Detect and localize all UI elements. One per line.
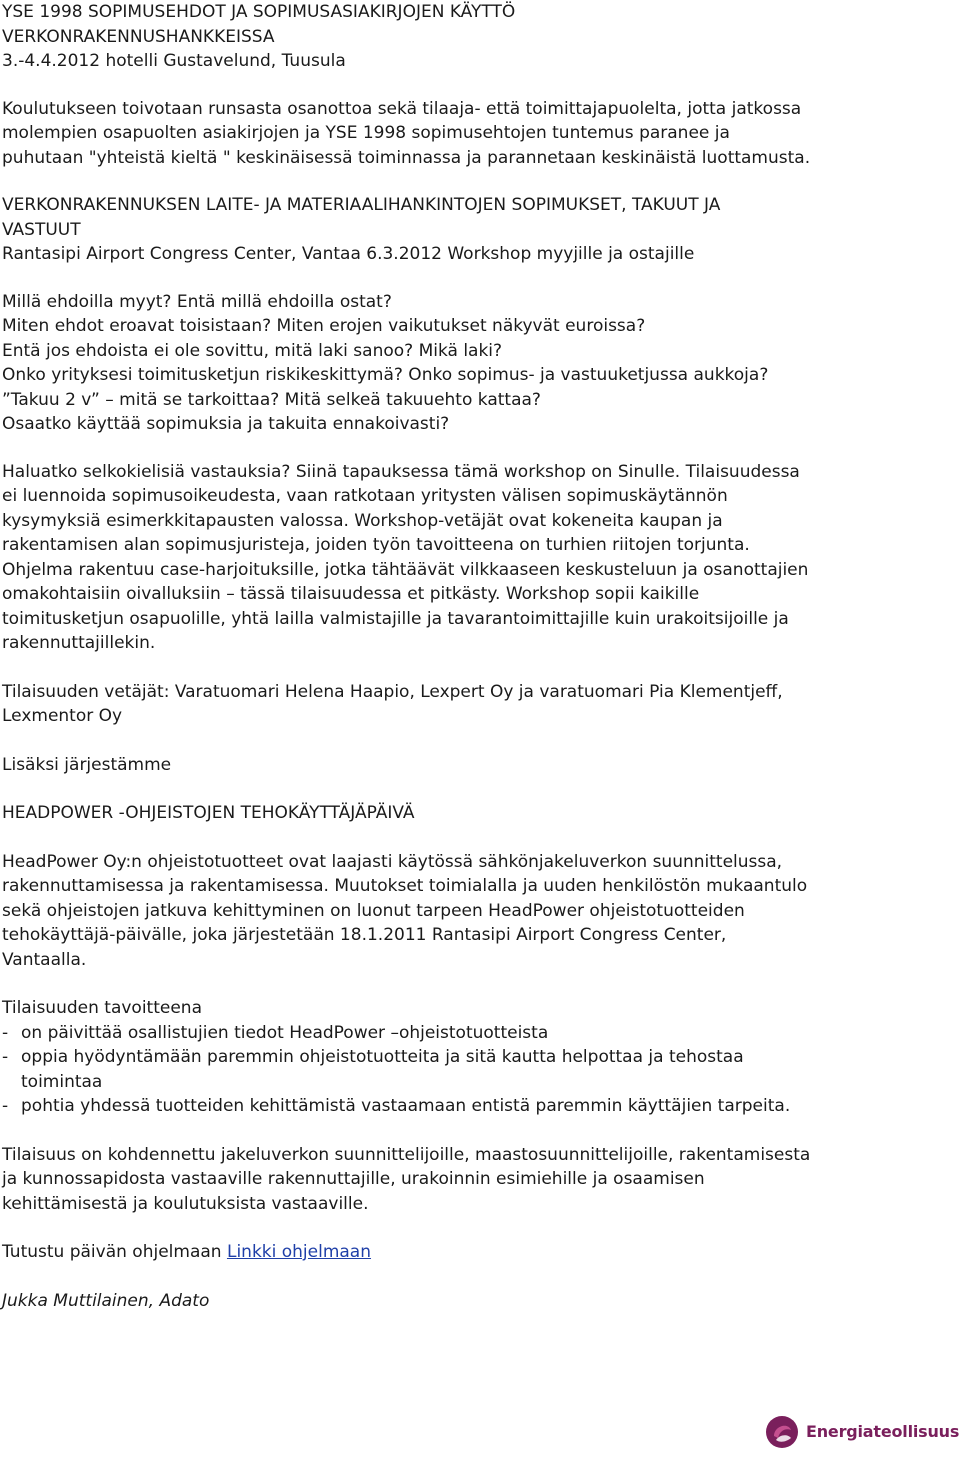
workshop-line: kysymyksiä esimerkkitapausten valossa. Workshop-vetäjät ovat kokeneita kaupan ja [2, 510, 723, 531]
question-line: Onko yrityksesi toimitusketjun riskikeskittymä? Onko sopimus- ja vastuuketjussa aukkoja? [2, 365, 769, 385]
audience-line: Tilaisuus on kohdennettu jakeluverkon suunnittelijoille, maastosuunnittelijoille, rakentamisesta [2, 1144, 811, 1165]
headpower-heading [2, 801, 958, 826]
headpower-line: HeadPower Oy:n ohjeistotuotteet ovat laajasti käytössä sähkönjakeluverkon suunnittelussa, [2, 851, 783, 872]
list-item: - on päivittää osallistujien tiedot HeadPower –ohjeistotuotteista [2, 1022, 549, 1043]
intro-line: Koulutukseen toivotaan runsasta osanottoa sekä tilaaja- että toimittajapuolelta, jotta jatkossa [2, 98, 802, 119]
questions-paragraph [2, 290, 958, 437]
program-line [2, 1240, 958, 1265]
workshop-paragraph [2, 460, 958, 656]
question-line: ”Takuu 2 v” – mitä se tarkoittaa? Mitä selkeä takuuehto kattaa? [2, 389, 541, 410]
workshop-line: toimitusketjun osapuolille, yhtä lailla valmistajille ja tavarantoimittajille kuin urakoitsijoille ja [2, 608, 789, 629]
energiateollisuus-logo-icon [764, 1414, 800, 1450]
goals-list [2, 996, 958, 1119]
section2-subtitle: Rantasipi Airport Congress Center, Vantaa 6.3.2012 Workshop myyjille ja ostajille [2, 244, 695, 264]
leaders-line: Tilaisuuden vetäjät: Varatuomari Helena Haapio, Lexpert Oy ja varatuomari Pia Klementjeff, [2, 681, 783, 702]
workshop-line: rakentamisen alan sopimusjuristeja, joiden työn tavoitteena on turhien riitojen torjunta. [2, 535, 750, 555]
audience-line: ja kunnossapidosta vastaaville rakennuttajille, urakoinnin esimiehille ja osaamisen [2, 1169, 705, 1189]
workshop-line: Ohjelma rakentuu case-harjoituksille, jotka tähtäävät vilkkaaseen keskusteluun ja osanottajien [2, 559, 809, 580]
headpower-line: rakennuttamisessa ja rakentamisessa. Muutokset toimialalla ja uuden henkilöstön mukaantulo [2, 876, 808, 896]
header-title [2, 0, 958, 74]
header-line: VERKONRAKENNUSHANKKEISSA [2, 26, 275, 47]
workshop-line: Haluatko selkokielisiä vastauksia? Siinä tapauksessa tämä workshop on Sinulle. Tilaisuudessa [2, 461, 800, 482]
question-line: Millä ehdoilla myyt? Entä millä ehdoilla ostat? [2, 291, 392, 312]
question-line: Entä jos ehdoista ei ole sovittu, mitä laki sanoo? Mikä laki? [2, 340, 503, 361]
program-paragraph [2, 1240, 958, 1265]
intro-line: puhutaan "yhteistä kieltä " keskinäisessä toiminnassa ja parannetaan keskinäistä luottamusta. [2, 147, 811, 168]
audience-line: kehittämisestä ja koulutuksista vastaaville. [2, 1193, 369, 1214]
logo-text: Energiateollisuus [806, 1421, 960, 1441]
goals-title: Tilaisuuden tavoitteena [2, 998, 202, 1018]
section2-title-line: VERKONRAKENNUKSEN LAITE- JA MATERIAALIHANKINTOJEN SOPIMUKSET, TAKUUT JA [2, 195, 721, 215]
header-line: YSE 1998 SOPIMUSEHDOT JA SOPIMUSASIAKIRJOJEN KÄYTTÖ [2, 2, 516, 22]
also-text: Lisäksi järjestämme [2, 754, 172, 775]
header-line: 3.-4.4.2012 hotelli Gustavelund, Tuusula [2, 51, 346, 71]
list-item: - oppia hyödyntämään paremmin ohjeistotuotteita ja sitä kautta helpottaa ja tehostaa [2, 1047, 744, 1067]
headpower-line: sekä ohjeistojen jatkuva kehittyminen on luonut tarpeen HeadPower ohjeistotuotteiden [2, 900, 745, 921]
section2-title-line: VASTUUT [2, 219, 81, 240]
program-prefix: Tutustu päivän ohjelmaan [2, 1242, 227, 1262]
question-line: Miten ehdot eroavat toisistaan? Miten erojen vaikutukset näkyvät euroissa? [2, 316, 646, 336]
also-paragraph [2, 753, 958, 778]
energiateollisuus-logo [764, 1412, 960, 1452]
document-page [2, 0, 958, 1313]
section2-heading [2, 193, 958, 267]
headpower-line: Vantaalla. [2, 949, 87, 970]
leaders-paragraph [2, 680, 958, 729]
question-line: Osaatko käyttää sopimuksia ja takuita ennakoivasti? [2, 414, 450, 434]
intro-paragraph [2, 97, 958, 171]
intro-line: molempien osapuolten asiakirjojen ja YSE 1998 sopimusehtojen tuntemus paranee ja [2, 123, 730, 143]
author-signature: Jukka Muttilainen, Adato [2, 1290, 210, 1311]
audience-paragraph [2, 1143, 958, 1217]
workshop-line: rakennuttajillekin. [2, 633, 156, 653]
leaders-line: Lexmentor Oy [2, 706, 123, 726]
headpower-title: HEADPOWER -OHJEISTOJEN TEHOKÄYTTÄJÄPÄIVÄ [2, 803, 415, 823]
headpower-paragraph [2, 850, 958, 973]
list-item: - pohtia yhdessä tuotteiden kehittämistä vastaamaan entistä paremmin käyttäjien tarpeita. [2, 1096, 791, 1116]
workshop-line: ei luennoida sopimusoikeudesta, vaan ratkotaan yritysten välisen sopimuskäytännön [2, 486, 728, 506]
list-item-continuation: toimintaa [21, 1071, 103, 1092]
workshop-line: omakohtaisiin oivalluksiin – tässä tilaisuudessa et pitkästy. Workshop sopii kaikille [2, 584, 700, 604]
program-link[interactable]: Linkki ohjelmaan [226, 1242, 372, 1262]
author-paragraph [2, 1289, 958, 1314]
headpower-line: tehokäyttäjä-päivälle, joka järjestetään 18.1.2011 Rantasipi Airport Congress Center, [2, 925, 727, 945]
